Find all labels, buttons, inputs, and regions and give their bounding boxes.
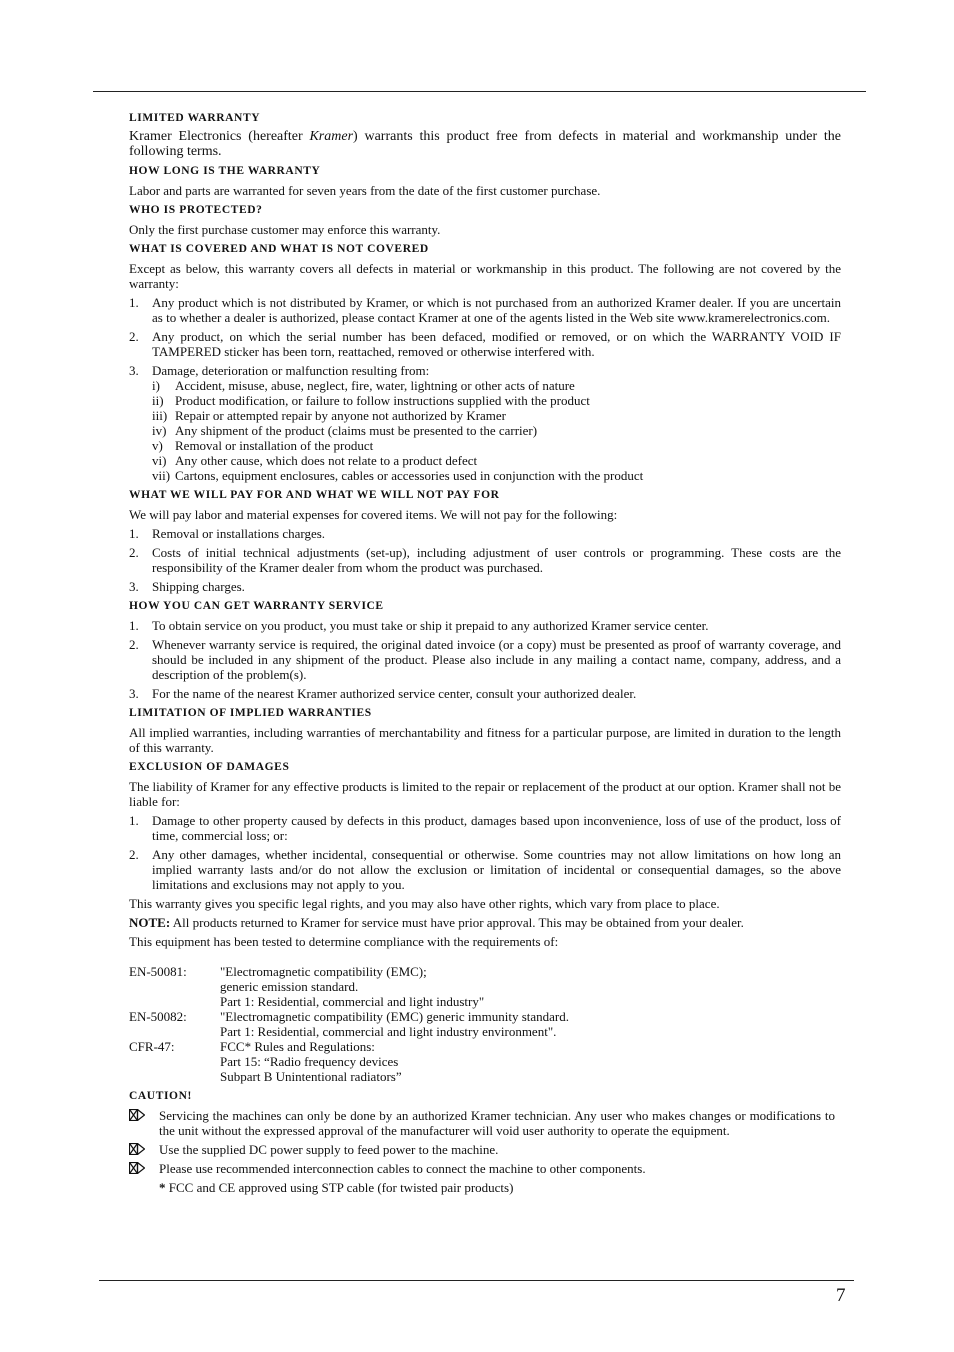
rights-text: This warranty gives you specific legal rights, and you may also have other rights, which vary from place to place. [129,896,720,911]
limitation-text: All implied warranties, including warranties of merchantability and fitness for a particular purpose, are limited in duration to the length of this warranty. [129,725,841,755]
standard-desc [220,1039,841,1084]
standard-row [129,964,841,1009]
caution-icon [129,1109,145,1121]
list-item [129,526,841,541]
protected-text: Only the first purchase customer may enforce this warranty. [129,222,441,237]
standard-row [129,1009,841,1039]
list-number: 1. [129,526,139,541]
note [129,915,841,930]
caution-item [129,1142,835,1157]
list-text: To obtain service on you product, you must take or ship it prepaid to any authorized Kramer service center. [152,618,709,633]
standard-code: CFR-47: [129,1039,175,1054]
note-label: NOTE: [129,915,171,930]
sub-number: iv) [152,423,167,438]
sub-text: Accident, misuse, abuse, neglect, fire, water, lightning or other acts of nature [175,378,575,393]
intro-before: Kramer Electronics (hereafter [129,129,310,144]
list-number: 2. [129,847,139,862]
sub-number: i) [152,378,160,393]
standard-code: EN-50081: [129,964,187,979]
list-text: Whenever warranty service is required, the original dated invoice (or a copy) must be presented as proof of warranty coverage, and should be included in any shipment of the product. Please also include in any mailing a contact name, company, address, and a description of the problem(s). [152,637,841,682]
warranty-content [129,111,841,1195]
sub-item [129,378,841,393]
sub-item [129,438,841,453]
list-text: Damage to other property caused by defects in this product, damages based upon inconvenience, loss of use of the product, loss of time, commercial loss; or: [152,813,841,843]
standard-line: Part 15: “Radio frequency devices [220,1054,399,1069]
standard-line: FCC* Rules and Regulations: [220,1039,375,1054]
how-long-text: Labor and parts are warranted for seven years from the date of the first customer purchase. [129,183,601,198]
caution-icon [129,1162,145,1174]
list-number: 1. [129,618,139,633]
caution-item [129,1161,835,1176]
how-long-heading: HOW LONG IS THE WARRANTY [129,165,321,177]
list-number: 3. [129,686,139,701]
standard-line: "Electromagnetic compatibility (EMC) generic immunity standard. [220,1009,569,1024]
intro-em: Kramer [309,129,354,144]
list-item [129,618,841,633]
footnote-text: FCC and CE approved using STP cable (for twisted pair products) [165,1180,514,1195]
footer-rule [99,1280,854,1281]
list-item [129,295,841,325]
sub-item [129,393,841,408]
caution-footnote [129,1180,841,1195]
sub-text: Repair or attempted repair by anyone not authorized by Kramer [175,408,507,423]
list-item [129,363,841,378]
sub-number: vii) [152,468,171,483]
sub-text: Any shipment of the product (claims must be presented to the carrier) [175,423,538,438]
list-item [129,847,841,892]
list-text: Damage, deterioration or malfunction resulting from: [152,363,430,378]
list-number: 2. [129,329,139,344]
pay-intro: We will pay labor and material expenses for covered items. We will not pay for the following: [129,507,618,522]
list-text: Costs of initial technical adjustments (set-up), including adjustment of user controls or programming. These costs are the responsibility of the Kramer dealer from whom the product was purchased. [152,545,841,575]
caution-item [129,1108,835,1138]
list-item [129,579,841,594]
covered-intro: Except as below, this warranty covers all defects in material or workmanship in this product. The following are not covered by the warranty: [129,261,841,291]
caution-heading: CAUTION! [129,1090,192,1102]
title: LIMITED WARRANTY [129,112,261,124]
list-text: Removal or installations charges. [152,526,326,541]
list-number: 2. [129,545,139,560]
covered-heading: WHAT IS COVERED AND WHAT IS NOT COVERED [129,243,429,255]
list-number: 2. [129,637,139,652]
standard-row [129,1039,841,1084]
caution-text: Please use recommended interconnection cables to connect the machine to other components. [159,1161,646,1176]
service-heading: HOW YOU CAN GET WARRANTY SERVICE [129,600,384,612]
list-number: 3. [129,363,139,378]
sub-number: iii) [152,408,168,423]
standard-desc [220,1009,841,1039]
list-item [129,637,841,682]
sub-number: ii) [152,393,164,408]
standard-desc [220,964,841,1009]
limitation-heading: LIMITATION OF IMPLIED WARRANTIES [129,707,372,719]
protected-heading: WHO IS PROTECTED? [129,204,263,216]
list-text: Any product, on which the serial number has been defaced, modified or removed, or on which the WARRANTY VOID IF TAMPERED sticker has been torn, reattached, removed or otherwise interfered with. [152,329,841,359]
sub-item [129,468,841,483]
intro-after: ) warrants this product free from defects in material and workmanship under the following terms. [129,129,842,159]
standard-line: Part 1: Residential, commercial and light industry environment". [220,1024,557,1039]
sub-text: Cartons, equipment enclosures, cables or accessories used in conjunction with the product [175,468,644,483]
sub-text: Product modification, or failure to follow instructions supplied with the product [175,393,590,408]
list-text: Shipping charges. [152,579,245,594]
pay-heading: WHAT WE WILL PAY FOR AND WHAT WE WILL NOT PAY FOR [129,489,500,501]
header-rule [93,91,866,92]
sub-text: Removal or installation of the product [175,438,374,453]
caution-icon [129,1143,145,1155]
list-item [129,545,841,575]
standard-line: generic emission standard. [220,979,359,994]
caution-text: Use the supplied DC power supply to feed power to the machine. [159,1142,499,1157]
sub-item [129,423,841,438]
note-text: All products returned to Kramer for service must have prior approval. This may be obtained from your dealer. [170,915,744,930]
list-text: Any other damages, whether incidental, consequential or otherwise. Some countries may not allow limitations on how long an implied warranty lasts and/or do not allow the exclusion or limitation of incidental or consequential damages, so the above limitations and exclusions may not apply to you. [152,847,841,892]
caution-text: Servicing the machines can only be done by an authorized Kramer technician. Any user who makes changes or modifications to the unit without the expressed approval of the manufacturer will void user authority to operate the equipment. [159,1108,835,1138]
intro [129,129,841,159]
standard-line: Subpart B Unintentional radiators” [220,1069,402,1084]
sub-number: vi) [152,453,167,468]
standard-line: Part 1: Residential, commercial and light industry" [220,994,485,1009]
standard-line: "Electromagnetic compatibility (EMC); [220,964,427,979]
list-number: 1. [129,813,139,828]
footnote-star: * [159,1180,166,1195]
standard-code: EN-50082: [129,1009,187,1024]
compliance-intro: This equipment has been tested to determine compliance with the requirements of: [129,934,559,949]
exclusion-intro: The liability of Kramer for any effective products is limited to the repair or replacement of the product at our option. Kramer shall not be liable for: [129,779,841,809]
sub-text: Any other cause, which does not relate to a product defect [175,453,478,468]
list-text: Any product which is not distributed by Kramer, or which is not purchased from an authorized Kramer dealer. If you are uncertain as to whether a dealer is authorized, please contact Kramer at one of the agents listed in the Web site www.kramerelectronics.com. [152,295,841,325]
list-item [129,686,841,701]
list-text: For the name of the nearest Kramer authorized service center, consult your authorized dealer. [152,686,637,701]
list-item [129,329,841,359]
sub-number: v) [152,438,163,453]
list-number: 3. [129,579,139,594]
list-item [129,813,841,843]
page-number: 7 [836,1285,846,1306]
exclusion-heading: EXCLUSION OF DAMAGES [129,761,290,773]
sub-item [129,453,841,468]
list-number: 1. [129,295,139,310]
sub-item [129,408,841,423]
